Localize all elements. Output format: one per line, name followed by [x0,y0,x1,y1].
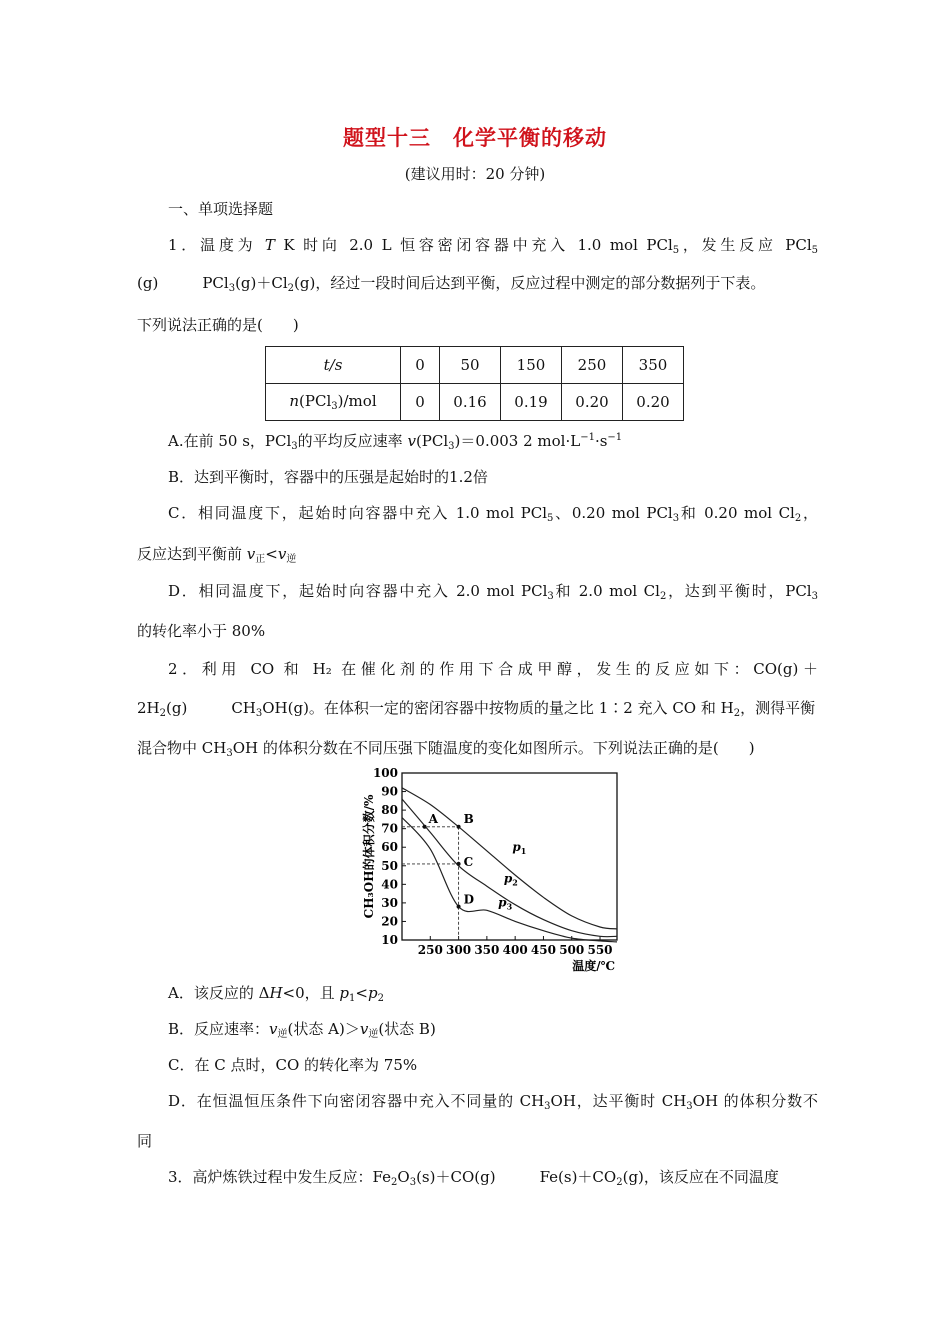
q2-option-c: C．在 C 点时，CO 的转化率为 75% [168,1056,418,1074]
table-cell: 350 [623,347,684,384]
table-cell: 0.16 [440,384,501,421]
table-cell: 0 [401,384,440,421]
table-cell: 0 [401,347,440,384]
series-label-sub: 3 [506,901,513,912]
table-head-time: t/s [266,347,401,384]
y-axis-label: CH₃OH的体积分数/% [362,794,376,919]
table-cell: 0.20 [562,384,623,421]
series-label: $p_3$ [498,895,513,912]
table-cell: 50 [440,347,501,384]
q2-option-a: A．该反应的 ΔH<0，且 $p_1<p_2$ [168,984,384,1004]
q2-option-d-line1: D．在恒温恒压条件下向密闭容器中充入不同量的 $CH_3OH$，达平衡时 $CH_3OH$ 的体积分数不 [168,1092,818,1112]
q1-data-table [265,346,684,421]
q1-line2: (g) $PCl_3(g)+Cl_2(g)$，经过一段时间后达到平衡，反应过程中测定的部分数据列于下表。 [137,274,766,294]
series-label: $p_2$ [503,871,518,888]
y-tick-label: 20 [381,914,398,929]
point-label: C [463,854,474,869]
q2-line3: 混合物中 $CH_3OH$ 的体积分数在不同压强下随温度的变化如图所示。下列说法正确的是( ) [137,739,755,759]
y-tick-label: 100 [372,766,398,780]
series-label-sub: 1 [520,845,527,856]
q1-option-d-line2: 的转化率小于 80% [137,622,266,640]
q1-option-a: A.在前 50 s，PCl$_3$的平均反应速率 v(PCl$_3$)＝0.003 2 $mol\cdot L^{-1}\cdot s^{-1}$ [168,432,623,452]
table-cell: 0.19 [501,384,562,421]
point-label: B [463,811,474,826]
y-tick-label: 60 [381,840,398,855]
q1-line1: 1．温度为 T K 时向 2.0 L 恒容密闭容器中充入 1.0 mol PCl$_5$，发生反应 PCl$_5$ [168,236,818,256]
section-heading: 一、单项选择题 [168,200,274,218]
q1-option-d-line1: D．相同温度下，起始时向容器中充入 2.0 mol PCl$_3$和 2.0 mol $Cl_2$，达到平衡时，PCl$_3$ [168,582,818,602]
x-tick-label: 550 [587,943,613,957]
y-tick-label: 10 [381,933,398,947]
point-C [457,862,461,866]
y-tick-label: 40 [381,877,398,892]
x-axis-label: 温度/℃ [572,959,615,973]
x-tick-label: 500 [559,943,585,957]
q1-option-c-line1: C．相同温度下，起始时向容器中充入 1.0 mol PCl$_5$、0.20 mol PCl$_3$和 0.20 mol $Cl_2$， [168,504,818,524]
y-tick-label: 90 [381,784,398,799]
x-tick-label: 450 [530,943,556,957]
q1-line3: 下列说法正确的是( ) [137,316,299,334]
table-cell: 0.20 [623,384,684,421]
time-suggestion: (建议用时：20 分钟) [404,165,546,183]
chart-svg [355,763,625,978]
x-tick-label: 250 [417,943,443,957]
y-tick-label: 50 [381,858,398,873]
x-tick-label: 400 [502,943,528,957]
q2-option-b: B．反应速率：$v_逆$(状态 $A)>v_逆$(状态 B) [168,1020,436,1040]
series-label: $p_1$ [512,839,527,856]
q3-line1: 3．高炉炼铁过程中发生反应：$Fe_2O_3(s)+CO(g)$ $Fe(s)+CO_2(g)$，该反应在不同温度 [168,1168,779,1188]
q2-line2: $2H_2(g)$ $CH_3OH(g)$。在体积一定的密闭容器中按物质的量之比 1∶2 充入 CO 和 $H_2$，测得平衡 [137,699,816,719]
y-tick-label: 80 [381,803,398,818]
table-cell: 250 [562,347,623,384]
y-tick-label: 70 [381,821,398,836]
point-A [423,825,427,829]
y-tick-label: 30 [381,895,398,910]
q1-option-c-line2: 反应达到平衡前 $v_正<v_逆$ [137,545,297,565]
table-row [266,347,684,384]
page-title: 题型十三 化学平衡的移动 [343,126,607,150]
x-tick-label: 350 [474,943,500,957]
point-B [457,825,461,829]
point-label: D [463,892,474,907]
x-tick-label: 300 [446,943,472,957]
point-D [457,905,461,909]
point-label: A [428,811,438,826]
table-cell: 150 [501,347,562,384]
series-label-sub: 2 [512,877,518,888]
methanol-chart [355,763,625,978]
q1-option-b: B．达到平衡时，容器中的压强是起始时的1.2倍 [168,468,488,486]
table-row [266,384,684,421]
q2-option-d-line2: 同 [137,1132,153,1150]
q2-line1: 2．利用 CO 和 H₂ 在催化剂的作用下合成甲醇，发生的反应如下：CO(g)＋ [168,660,818,678]
table-head-amount: n(PCl$_3$)/mol [266,384,401,421]
